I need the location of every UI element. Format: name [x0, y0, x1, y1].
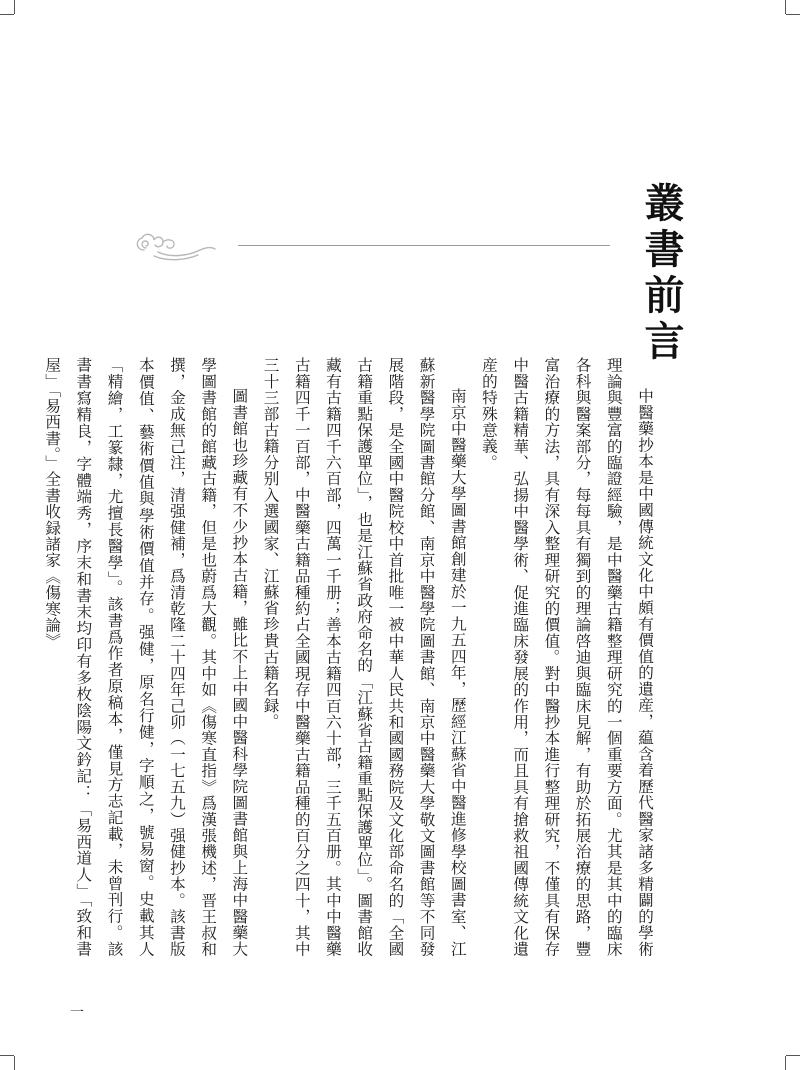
cloud-ornament-icon	[130, 228, 216, 264]
crop-mark-bottom-right-v	[785, 1056, 786, 1070]
page-title: 叢書前言	[638, 182, 685, 366]
crop-mark-bottom-right-h	[786, 1055, 800, 1056]
crop-mark-bottom-left-v	[14, 1056, 15, 1070]
paragraph: 南京中醫藥大學圖書館創建於一九五四年，歷經江蘇省中醫進修學校圖書室、江蘇新醫學院圖書館分館、南京中醫學院圖書館、南京中醫藥大學敬文圖書館等不同發展階段，是全國中醫院校中首批唯一被中華人民共和國國務院及文化部命名的「全國古籍重點保護單位」，也是江蘇省政府命名的「江蘇省古籍重點保護單位」。圖書館收藏有古籍四千六百部，四萬一千册；善本古籍四百六十部，三千五百册。其中中醫藥古籍四千一百部，中醫藥古籍品種約占全國現存中醫藥古籍品種的百分之四十，其中三十三部古籍分别入選國家、江蘇省珍貴古籍名録。	[261, 357, 467, 957]
paragraph: 中醫藥抄本是中國傳統文化中頗有價值的遺産，藴含着歷代醫家諸多精闢的學術理論與豐富的臨證經驗，是中醫藥古籍整理研究的一個重要方面。尤其是其中的臨床各科與醫案部分，每每具有獨到的理論啓迪與臨床見解，有助於拓展治療的思路，豐富治療的方法，具有深入整理研究的價值。對中醫抄本進行整理研究，不僅具有保存中醫古籍精華、弘揚中醫學術、促進臨床發展的作用，而且具有搶救祖國傳統文化遺産的特殊意義。	[479, 357, 654, 957]
page-number: 一	[70, 1005, 84, 1021]
body-text	[36, 357, 660, 957]
crop-mark-bottom-left-h	[0, 1055, 14, 1056]
header-rule	[238, 245, 610, 246]
crop-mark-top-right-h	[786, 14, 800, 15]
paragraph: 圖書館也珍藏有不少抄本古籍，雖比不上中國中醫科學院圖書館與上海中醫藥大學圖書館的館藏古籍，但是也蔚爲大觀。其中如《傷寒直指》爲漢張機述，晋王叔和撰，金成無己注，清强健補，爲清乾隆二十四年己卯（一七五九）强健抄本。該書版本價值、藝術價值與學術價值并存。强健，原名行健，字順之，號易窗。史載其人「精繪，工篆隸，尤擅長醫學」。該書爲作者原稿本，僅見方志記載，未曾刊行。該書書寫精良，字體端秀，序末和書末均印有多枚陰陽文鈐記：「易西道人」「致和書屋」「易西書。」全書收録諸家《傷寒論》	[43, 357, 249, 957]
crop-mark-top-left-v	[14, 0, 15, 14]
crop-mark-top-right-v	[785, 0, 786, 14]
crop-mark-top-left-h	[0, 14, 14, 15]
